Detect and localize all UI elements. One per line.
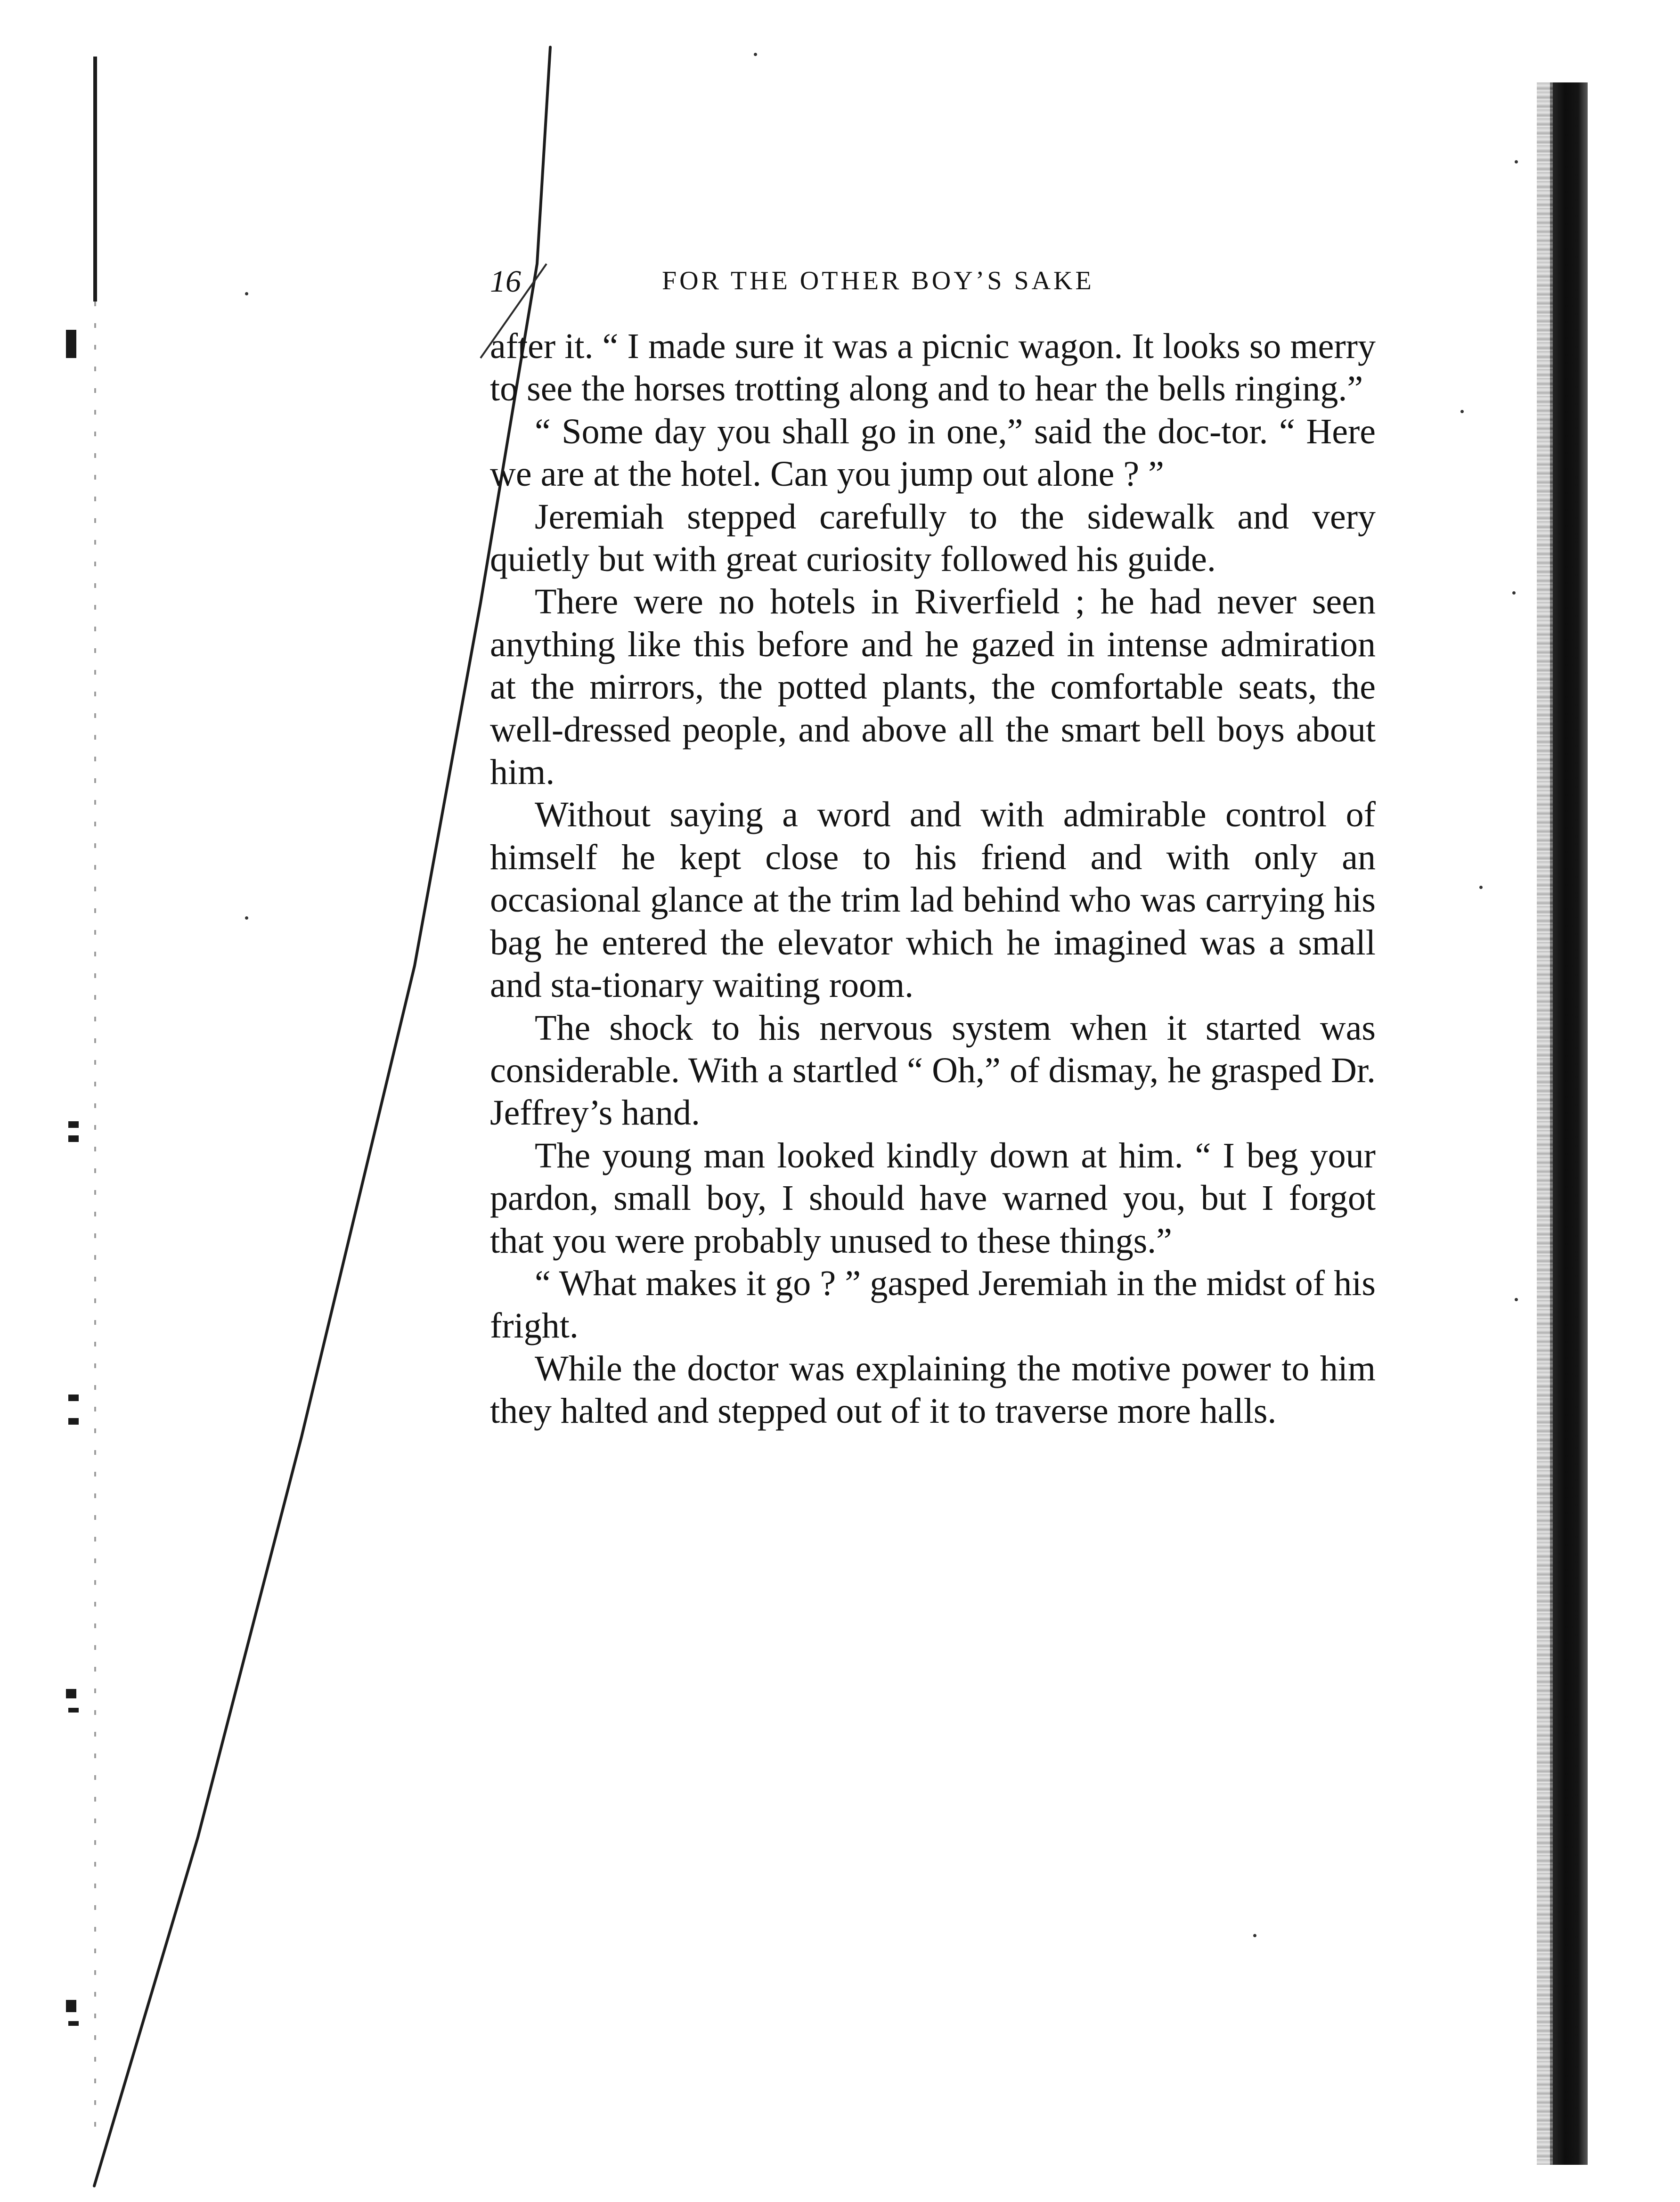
paragraph: The shock to his nervous system when it started was considerable. With a startled “ Oh,” of dismay, he grasped Dr. Jeffrey’s hand. — [490, 1008, 1376, 1133]
paragraph: There were no hotels in Riverfield ; he had never seen anything like this before and he gazed in intense admiration at the mirrors, the potted plants, the comfortable seats, the well-dressed people, and above all the smart bell boys about him. — [490, 582, 1376, 792]
paragraph: While the doctor was explaining the motive power to him they halted and stepped out of it to traverse more halls. — [490, 1348, 1376, 1431]
gutter-mark — [66, 330, 76, 358]
gutter-mark — [68, 1418, 79, 1425]
paragraph: “ Some day you shall go in one,” said the doc-tor. “ Here we are at the hotel. Can you jump out alone ? ” — [490, 411, 1376, 494]
paragraph: “ What makes it go ? ” gasped Jeremiah in the midst of his fright. — [490, 1263, 1376, 1346]
gutter-mark — [68, 1135, 79, 1142]
gutter-mark — [68, 2021, 79, 2026]
scan-speck — [245, 292, 248, 295]
gutter-mark — [68, 1121, 79, 1128]
gutter-mark — [68, 1708, 79, 1713]
gutter-rule — [93, 57, 97, 302]
paragraph: The young man looked kindly down at him. “ I beg your pardon, small boy, I should have warned you, but I forgot that you were probably unused to these things.” — [490, 1135, 1376, 1261]
gutter-mark — [66, 1689, 76, 1698]
scan-speck — [1253, 1934, 1256, 1937]
gutter-mark — [66, 2000, 76, 2012]
scan-speck — [245, 916, 248, 920]
page-number: 16 — [490, 264, 521, 299]
body-text — [490, 325, 1376, 1433]
scan-speck — [1515, 1298, 1518, 1301]
paragraph: Jeremiah stepped carefully to the sidewalk and very quietly but with great curiosity followed his guide. — [490, 497, 1376, 579]
scan-speck — [1512, 591, 1516, 595]
binding-edge — [1550, 82, 1588, 2165]
scan-speck — [1479, 886, 1483, 889]
scan-speck — [1515, 160, 1518, 163]
binding-edge-fray — [1537, 82, 1553, 2165]
scan-speck — [1460, 410, 1464, 413]
running-head-title: FOR THE OTHER BOY’S SAKE — [662, 266, 1094, 295]
paragraph: Without saying a word and with admirable control of himself he kept close to his friend and with only an occasional glance at the trim lad behind who was carrying his bag he entered the elevator which he imagined was a small and sta-tionary waiting room. — [490, 795, 1376, 1005]
running-head — [490, 254, 1385, 306]
gutter-mark — [68, 1395, 79, 1401]
paragraph: after it. “ I made sure it was a picnic wagon. It looks so merry to see the horses trotting along and to hear the bells ringing.” — [490, 326, 1376, 409]
scan-speck — [754, 53, 757, 56]
gutter-dots — [94, 302, 96, 2139]
